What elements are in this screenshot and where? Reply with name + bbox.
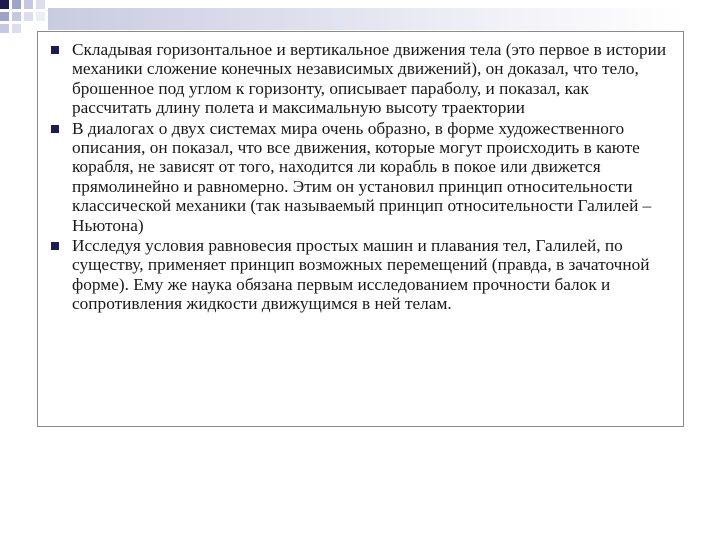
- bullet-text: Складывая горизонтальное и вертикальное движения тела (это первое в истории механики сложение конечных независимых движений), он доказал, что тело, брошенное под углом к горизонту, описывает параболу, и показал, как рассчитать длину полета и максимальную высоту траектории: [72, 40, 667, 118]
- square-bullet-icon: [51, 125, 59, 133]
- square-bullet-icon: [51, 46, 59, 54]
- square-bullet-icon: [51, 242, 59, 250]
- bullet-text: Исследуя условия равновесия простых машин и плавания тел, Галилей, по существу, применяет принцип возможных перемещений (правда, в зачаточной форме). Ему же наука обязана первым исследованием прочности балок и сопротивления жидкости движущимся в ней телам.: [72, 236, 650, 314]
- content-frame: [37, 31, 684, 427]
- bullet-item-3: [38, 236, 685, 314]
- bullet-item-2: [38, 119, 685, 235]
- bullet-text: В диалогах о двух системах мира очень образно, в форме художественного описания, он показал, что все движения, которые могут происходить в каюте корабля, не зависят от того, находится ли корабль в покое или движется прямолинейно и равномерно. Этим он установил принцип относительности классической механики (так называемый принцип относительности Галилей – Ньютона): [72, 118, 652, 235]
- bullet-list: [38, 40, 685, 315]
- header-gradient-bar: [48, 8, 685, 30]
- bullet-item-1: [38, 40, 685, 118]
